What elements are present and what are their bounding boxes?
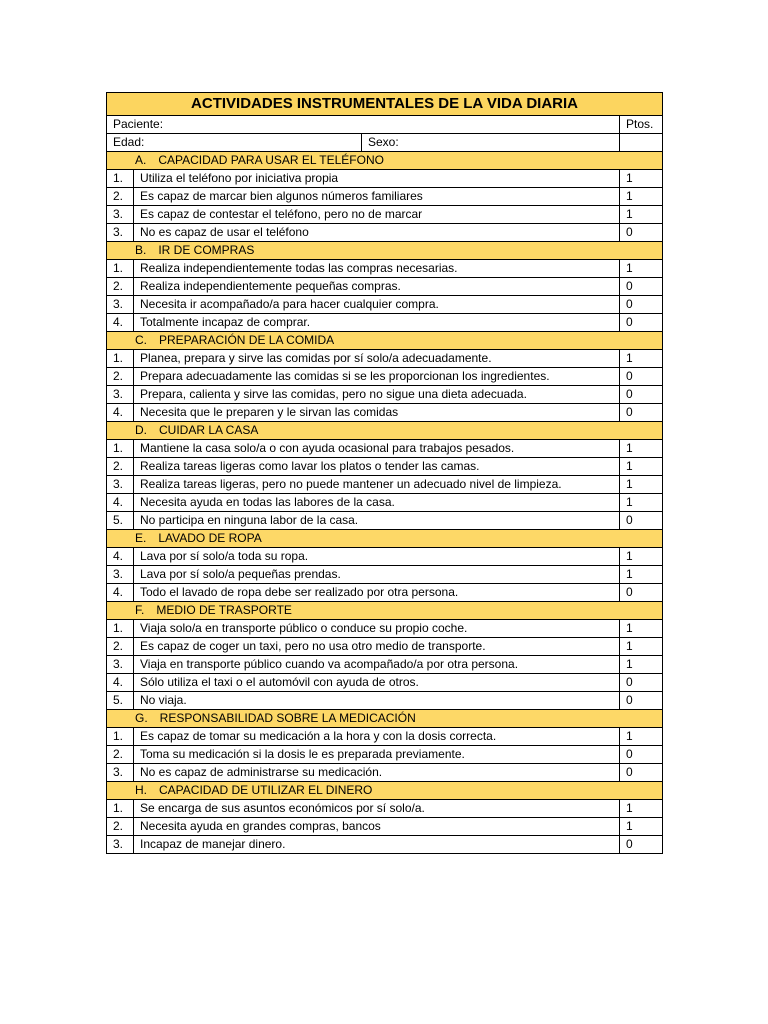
item-number: 3. (107, 224, 134, 242)
item-points: 1 (620, 440, 663, 458)
item-row (107, 818, 663, 836)
age-label: Edad: (107, 134, 362, 152)
sex-label: Sexo: (362, 134, 620, 152)
item-number: 4. (107, 494, 134, 512)
item-row (107, 638, 663, 656)
item-text: Lava por sí solo/a toda su ropa. (134, 548, 620, 566)
item-number: 2. (107, 188, 134, 206)
item-row (107, 764, 663, 782)
section-cell (107, 242, 663, 260)
patient-label: Paciente: (107, 116, 620, 134)
item-number: 3. (107, 836, 134, 854)
item-text: Mantiene la casa solo/a o con ayuda ocasional para trabajos pesados. (134, 440, 620, 458)
item-row (107, 476, 663, 494)
item-row (107, 260, 663, 278)
section-heading: A. CAPACIDAD PARA USAR EL TELÉFONO (135, 153, 384, 167)
item-row (107, 170, 663, 188)
item-text: Necesita ayuda en grandes compras, bancos (134, 818, 620, 836)
item-points: 0 (620, 692, 663, 710)
item-number: 2. (107, 746, 134, 764)
item-points: 0 (620, 368, 663, 386)
item-text: Necesita ir acompañado/a para hacer cualquier compra. (134, 296, 620, 314)
item-text: Realiza tareas ligeras como lavar los platos o tender las camas. (134, 458, 620, 476)
item-text: Prepara, calienta y sirve las comidas, pero no sigue una dieta adecuada. (134, 386, 620, 404)
item-number: 2. (107, 458, 134, 476)
item-points: 0 (620, 314, 663, 332)
item-row (107, 404, 663, 422)
item-text: No participa en ninguna labor de la casa. (134, 512, 620, 530)
item-points: 1 (620, 458, 663, 476)
item-row (107, 566, 663, 584)
title-row (107, 93, 663, 116)
section-heading: E. LAVADO DE ROPA (135, 531, 262, 545)
item-text: Viaja en transporte público cuando va acompañado/a por otra persona. (134, 656, 620, 674)
section-cell (107, 530, 663, 548)
item-number: 3. (107, 476, 134, 494)
item-points: 1 (620, 260, 663, 278)
item-row (107, 728, 663, 746)
item-points: 0 (620, 278, 663, 296)
section-heading: G. RESPONSABILIDAD SOBRE LA MEDICACIÓN (135, 711, 416, 725)
item-number: 1. (107, 620, 134, 638)
table-body (107, 93, 663, 854)
item-text: No viaja. (134, 692, 620, 710)
item-row (107, 314, 663, 332)
item-row (107, 836, 663, 854)
item-number: 3. (107, 386, 134, 404)
section-heading: F. MEDIO DE TRASPORTE (135, 603, 292, 617)
item-text: Lava por sí solo/a pequeñas prendas. (134, 566, 620, 584)
item-points: 1 (620, 206, 663, 224)
section-row (107, 710, 663, 728)
item-text: Totalmente incapaz de comprar. (134, 314, 620, 332)
item-text: Utiliza el teléfono por iniciativa propia (134, 170, 620, 188)
item-row (107, 224, 663, 242)
section-cell (107, 602, 663, 620)
item-points: 1 (620, 170, 663, 188)
section-heading: H. CAPACIDAD DE UTILIZAR EL DINERO (135, 783, 373, 797)
item-text: Se encarga de sus asuntos económicos por sí solo/a. (134, 800, 620, 818)
section-heading: D. CUIDAR LA CASA (135, 423, 259, 437)
item-text: Realiza tareas ligeras, pero no puede mantener un adecuado nivel de limpieza. (134, 476, 620, 494)
item-text: Realiza independientemente pequeñas compras. (134, 278, 620, 296)
item-number: 5. (107, 692, 134, 710)
item-row (107, 296, 663, 314)
item-text: Necesita que le preparen y le sirvan las comidas (134, 404, 620, 422)
item-points: 1 (620, 728, 663, 746)
item-points: 1 (620, 656, 663, 674)
iadl-form (106, 92, 662, 854)
item-points: 1 (620, 800, 663, 818)
item-text: Viaja solo/a en transporte público o conduce su propio coche. (134, 620, 620, 638)
item-number: 1. (107, 728, 134, 746)
section-cell (107, 782, 663, 800)
item-row (107, 620, 663, 638)
item-number: 1. (107, 440, 134, 458)
section-row (107, 602, 663, 620)
item-text: Es capaz de coger un taxi, pero no usa otro medio de transporte. (134, 638, 620, 656)
item-points: 1 (620, 548, 663, 566)
section-row (107, 332, 663, 350)
item-number: 3. (107, 566, 134, 584)
item-points: 1 (620, 188, 663, 206)
item-text: No es capaz de usar el teléfono (134, 224, 620, 242)
item-number: 5. (107, 512, 134, 530)
item-text: Toma su medicación si la dosis le es preparada previamente. (134, 746, 620, 764)
item-points: 0 (620, 584, 663, 602)
points-blank (620, 134, 663, 152)
item-text: Es capaz de contestar el teléfono, pero no de marcar (134, 206, 620, 224)
item-points: 0 (620, 296, 663, 314)
item-number: 4. (107, 314, 134, 332)
item-text: Incapaz de manejar dinero. (134, 836, 620, 854)
form-title: ACTIVIDADES INSTRUMENTALES DE LA VIDA DIARIA (107, 93, 663, 116)
item-text: Sólo utiliza el taxi o el automóvil con ayuda de otros. (134, 674, 620, 692)
item-row (107, 692, 663, 710)
item-number: 3. (107, 656, 134, 674)
item-text: Todo el lavado de ropa debe ser realizado por otra persona. (134, 584, 620, 602)
item-row (107, 188, 663, 206)
item-text: Necesita ayuda en todas las labores de la casa. (134, 494, 620, 512)
section-row (107, 530, 663, 548)
item-number: 4. (107, 584, 134, 602)
item-points: 1 (620, 350, 663, 368)
item-row (107, 674, 663, 692)
item-row (107, 548, 663, 566)
item-number: 3. (107, 296, 134, 314)
section-cell (107, 710, 663, 728)
item-number: 2. (107, 278, 134, 296)
item-points: 0 (620, 764, 663, 782)
item-number: 2. (107, 818, 134, 836)
item-row (107, 656, 663, 674)
item-points: 1 (620, 638, 663, 656)
item-number: 2. (107, 368, 134, 386)
item-row (107, 350, 663, 368)
item-text: Es capaz de marcar bien algunos números familiares (134, 188, 620, 206)
section-cell (107, 332, 663, 350)
item-points: 0 (620, 386, 663, 404)
item-number: 4. (107, 674, 134, 692)
item-points: 1 (620, 566, 663, 584)
points-header: Ptos. (620, 116, 663, 134)
item-text: Realiza independientemente todas las compras necesarias. (134, 260, 620, 278)
section-row (107, 152, 663, 170)
item-text: No es capaz de administrarse su medicación. (134, 764, 620, 782)
item-number: 1. (107, 170, 134, 188)
age-sex-row (107, 134, 663, 152)
item-points: 0 (620, 404, 663, 422)
section-cell (107, 422, 663, 440)
item-points: 1 (620, 818, 663, 836)
iadl-table (106, 92, 663, 854)
item-row (107, 512, 663, 530)
item-row (107, 800, 663, 818)
item-points: 1 (620, 476, 663, 494)
item-text: Es capaz de tomar su medicación a la hora y con la dosis correcta. (134, 728, 620, 746)
item-number: 1. (107, 260, 134, 278)
item-number: 2. (107, 638, 134, 656)
section-heading: B. IR DE COMPRAS (135, 243, 255, 257)
section-row (107, 782, 663, 800)
item-row (107, 278, 663, 296)
item-row (107, 206, 663, 224)
item-points: 0 (620, 674, 663, 692)
item-number: 3. (107, 206, 134, 224)
item-row (107, 584, 663, 602)
patient-row (107, 116, 663, 134)
item-points: 0 (620, 746, 663, 764)
item-number: 1. (107, 350, 134, 368)
item-row (107, 458, 663, 476)
item-row (107, 746, 663, 764)
item-points: 0 (620, 224, 663, 242)
item-points: 1 (620, 620, 663, 638)
section-heading: C. PREPARACIÓN DE LA COMIDA (135, 333, 335, 347)
item-number: 1. (107, 800, 134, 818)
item-points: 0 (620, 836, 663, 854)
section-row (107, 242, 663, 260)
item-text: Planea, prepara y sirve las comidas por sí solo/a adecuadamente. (134, 350, 620, 368)
item-points: 1 (620, 494, 663, 512)
item-number: 3. (107, 764, 134, 782)
item-number: 4. (107, 404, 134, 422)
section-row (107, 422, 663, 440)
section-cell (107, 152, 663, 170)
item-points: 0 (620, 512, 663, 530)
item-row (107, 368, 663, 386)
item-row (107, 386, 663, 404)
item-row (107, 494, 663, 512)
item-text: Prepara adecuadamente las comidas si se les proporcionan los ingredientes. (134, 368, 620, 386)
item-row (107, 440, 663, 458)
item-number: 4. (107, 548, 134, 566)
